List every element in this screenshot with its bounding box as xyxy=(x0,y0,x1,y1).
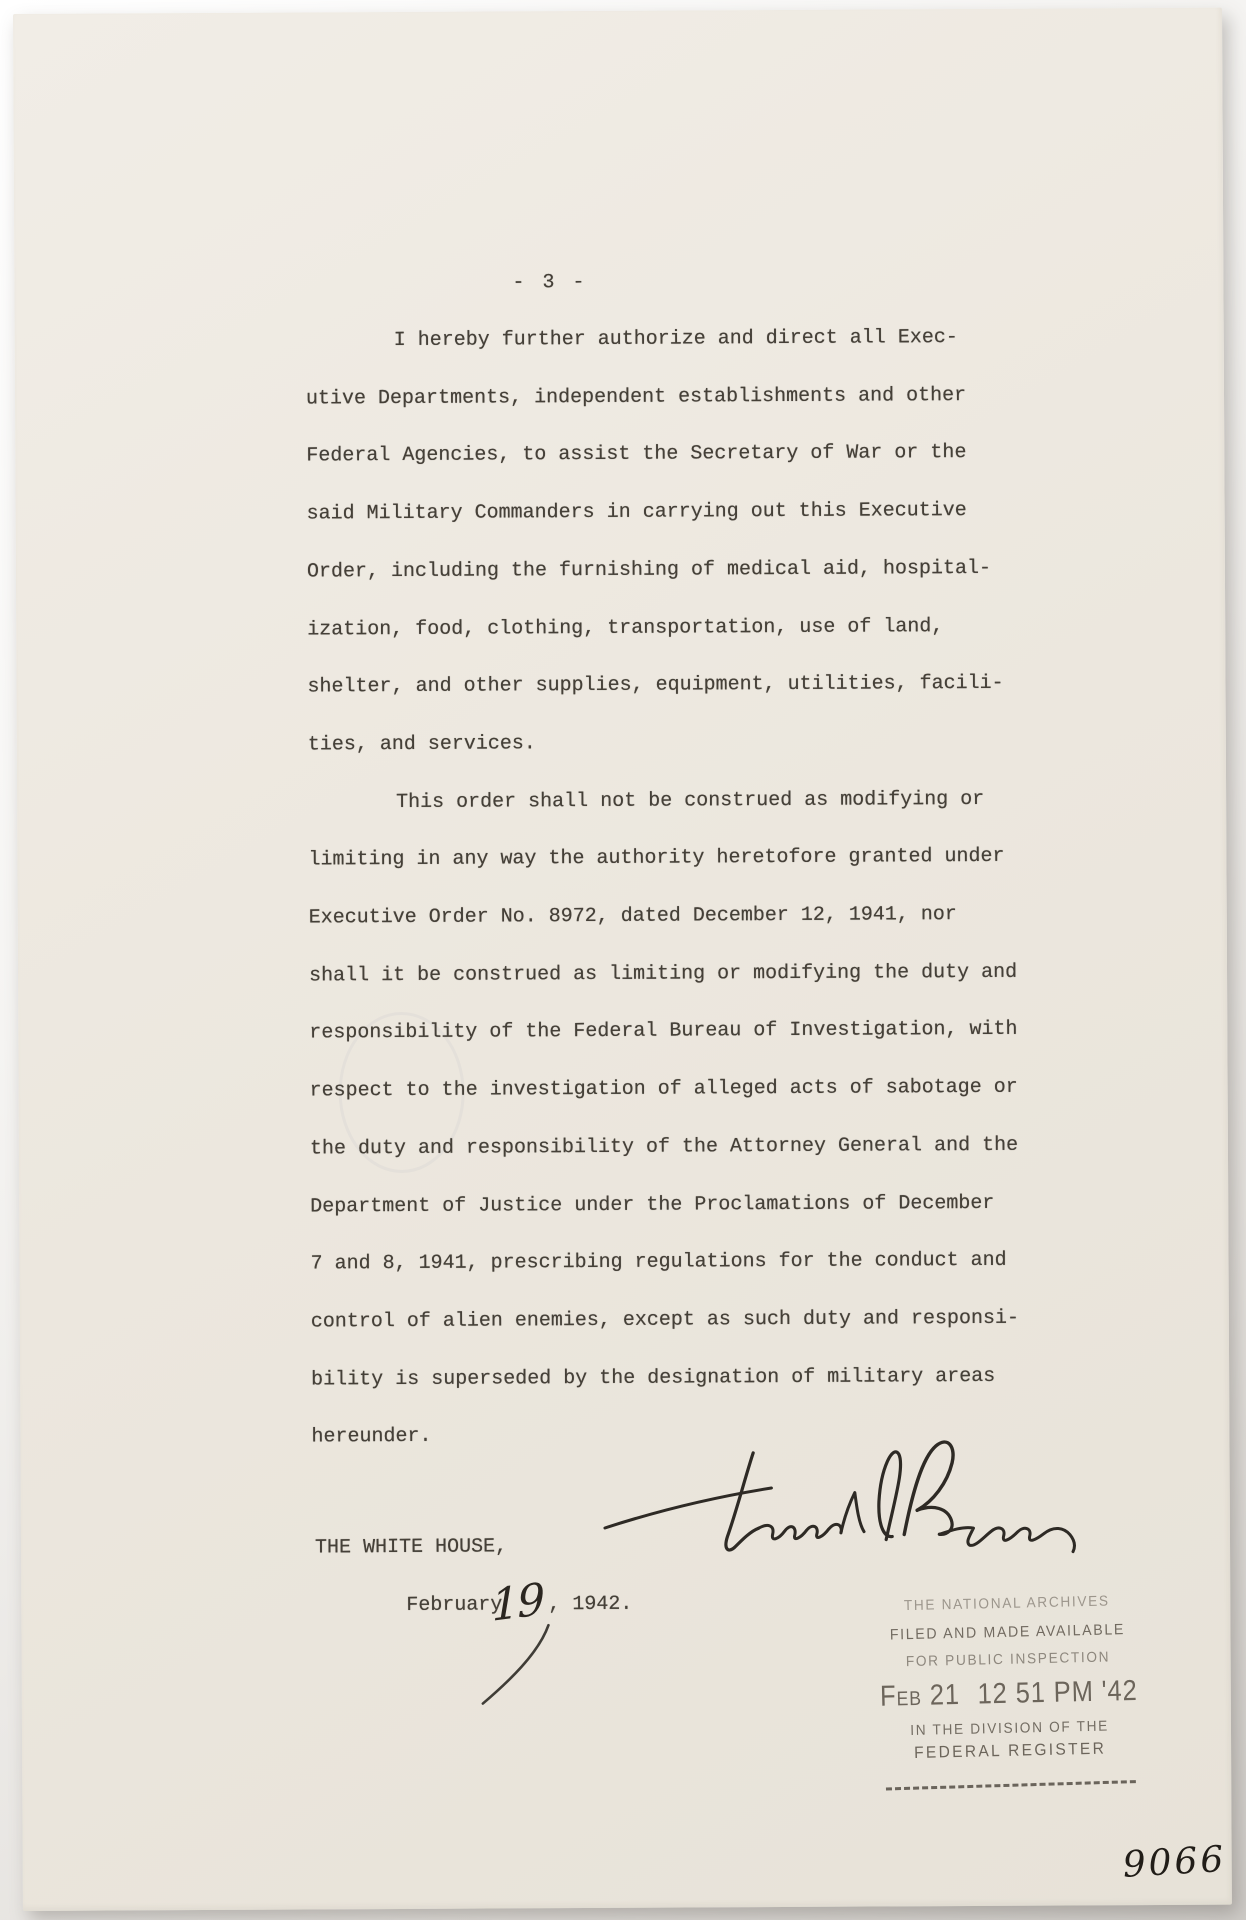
closing-address: THE WHITE HOUSE, xyxy=(314,1535,508,1560)
body-text xyxy=(306,308,1077,1466)
text-line: control of alien enemies, except as such duty and responsi- xyxy=(310,1306,1020,1334)
text-line: respect to the investigation of alleged acts of sabotage or xyxy=(309,1075,1018,1103)
text-line: This order shall not be construed as modifying or xyxy=(396,787,985,814)
text-line: I hereby further authorize and direct all Exec- xyxy=(393,326,958,353)
text-line: responsibility of the Federal Bureau of Investigation, with xyxy=(309,1018,1018,1045)
document-paper xyxy=(13,8,1232,1911)
stamp-line-register: FEDERAL REGISTER xyxy=(913,1739,1107,1762)
text-line: limiting in any way the authority heretofore granted under xyxy=(308,845,1005,872)
date-year: , 1942. xyxy=(548,1592,633,1617)
page-number: - 3 - xyxy=(512,270,588,295)
text-line: ization, food, clothing, transportation, use of land, xyxy=(307,614,944,641)
handwritten-order-number: 9066 xyxy=(1121,1838,1228,1886)
date-month: February xyxy=(406,1593,503,1617)
text-line: Federal Agencies, to assist the Secretary of War or the xyxy=(306,441,967,468)
archives-stamp xyxy=(878,1594,1140,1790)
stamp-line-archives: THE NATIONAL ARCHIVES xyxy=(903,1593,1110,1615)
stamp-line-division: IN THE DIVISION OF THE xyxy=(910,1718,1110,1740)
text-line: the duty and responsibility of the Attorney General and the xyxy=(309,1133,1019,1161)
text-line: 7 and 8, 1941, prescribing regulations for the conduct and xyxy=(310,1249,1007,1276)
stamp-line-inspection: FOR PUBLIC INSPECTION xyxy=(905,1649,1111,1671)
handwritten-day: 19 xyxy=(490,1573,544,1632)
text-line: Order, including the furnishing of medical aid, hospital- xyxy=(306,556,992,584)
text-line: ties, and services. xyxy=(307,732,536,757)
text-line: shelter, and other supplies, equipment, utilities, facili- xyxy=(307,672,1004,699)
text-line: said Military Commanders in carrying out this Executive xyxy=(306,499,967,526)
pen-stroke-tail xyxy=(476,1619,556,1709)
text-line: utive Departments, independent establishments and other xyxy=(305,383,967,411)
roosevelt-signature xyxy=(600,1436,1083,1581)
stamp-time: 12 51 PM '42 xyxy=(977,1674,1138,1711)
text-line: bility is superseded by the designation of military areas xyxy=(311,1364,996,1392)
stamp-date: Feb 21 xyxy=(879,1678,961,1713)
stamp-datetime xyxy=(879,1674,1138,1713)
stamp-line-filed: FILED AND MADE AVAILABLE xyxy=(889,1621,1126,1644)
text-line: hereunder. xyxy=(311,1425,432,1449)
text-line: Executive Order No. 8972, dated December 12, 1941, nor xyxy=(308,903,957,930)
text-line: shall it be construed as limiting or modifying the duty and xyxy=(308,960,1018,988)
stamp-dashed-line xyxy=(886,1780,1136,1790)
text-line: Department of Justice under the Proclamations of December xyxy=(310,1191,995,1219)
